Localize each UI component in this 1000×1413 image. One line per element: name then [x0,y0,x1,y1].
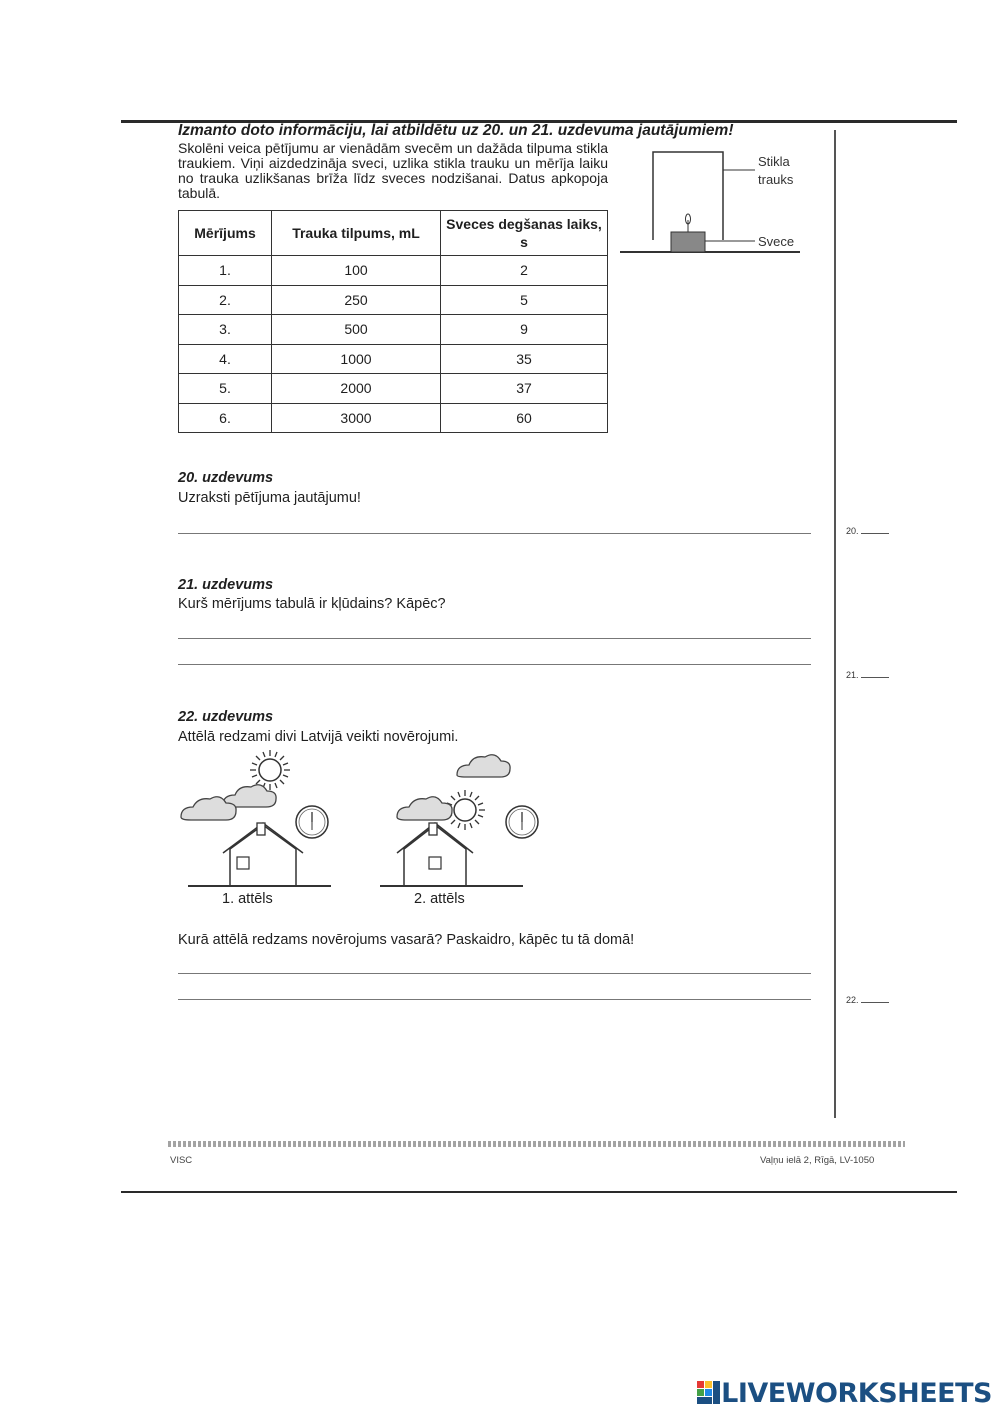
intro-heading: Izmanto doto informāciju, lai atbildētu uz 20. un 21. uzdevuma jautājumiem! [178,122,734,139]
cloud-icon [397,797,452,820]
cell: 5 [441,285,608,315]
task20-score-label: 20. [846,526,859,536]
task21-score-blank[interactable] [861,670,889,678]
cell: 1000 [272,344,441,374]
cell: 5. [179,374,272,404]
table-row [179,315,608,345]
illustration-2 [377,745,547,890]
cell: 4. [179,344,272,374]
label-glass-2: trauks [758,172,794,187]
intro-text: Skolēni veica pētījumu ar vienādām svecēm un dažāda tilpuma stikla traukiem. Viņi aizdedzināja sveci, uzlika stikla trauku un mērīja laiku no trauka uzlikšanas brīža līdz sveces nodzišanai. Datus apkopoja tabulā. [178,140,608,201]
score-margin-line [834,130,836,1118]
cell: 250 [272,285,441,315]
task21-score-label: 21. [846,670,859,680]
task22-answer-line-2[interactable] [178,999,811,1000]
candle-body [671,232,705,252]
table-row [179,256,608,286]
cell: 2 [441,256,608,286]
header-volume: Trauka tilpums, mL [272,211,441,256]
task21-answer-line-1[interactable] [178,638,811,639]
table-row [179,285,608,315]
task22-score-blank[interactable] [861,995,889,1003]
bottom-rule [121,1191,957,1193]
footer-right: Vaļņu ielā 2, Rīgā, LV-1050 [760,1155,875,1166]
task20-text: Uzraksti pētījuma jautājumu! [178,490,361,506]
house-icon [397,823,473,885]
label-candle: Svece [758,234,795,249]
measurement-table [178,210,608,433]
house-icon [223,823,303,885]
caption-1: 1. attēls [222,891,273,907]
task22-text: Attēlā redzami divi Latvijā veikti novērojumi. [178,729,459,745]
cell: 35 [441,344,608,374]
illustration-1 [175,745,335,890]
task21-title: 21. uzdevums [178,577,274,593]
sun-icon [250,750,290,790]
task22-question: Kurā attēlā redzams novērojums vasarā? Paskaidro, kāpēc tu tā domā! [178,932,635,948]
header-burn-time: Sveces degšanas laiks, s [441,211,608,256]
task22-score[interactable] [846,995,889,1005]
task21-score[interactable] [846,670,889,680]
cell: 6. [179,403,272,433]
table-header-row [179,211,608,256]
footer-dotted-band [168,1141,905,1147]
table-row [179,374,608,404]
candle-glass-diagram [615,140,815,260]
table-row [179,403,608,433]
cell: 3. [179,315,272,345]
task22-score-label: 22. [846,995,859,1005]
cloud-icon [457,755,510,777]
task21-answer-line-2[interactable] [178,664,811,665]
cell: 37 [441,374,608,404]
cell: 60 [441,403,608,433]
task21-text: Kurš mērījums tabulā ir kļūdains? Kāpēc? [178,596,446,612]
cell: 1. [179,256,272,286]
task20-answer-line[interactable] [178,533,811,534]
cell: 500 [272,315,441,345]
cell: 9 [441,315,608,345]
clock-icon [506,806,538,838]
cell: 2000 [272,374,441,404]
label-glass-1: Stikla [758,154,790,169]
cell: 100 [272,256,441,286]
caption-2: 2. attēls [414,891,465,907]
task20-title: 20. uzdevums [178,470,274,486]
task20-score[interactable] [846,526,889,536]
liveworksheets-logo-icon [697,1381,721,1405]
task22-title: 22. uzdevums [178,709,274,725]
header-measurement: Mērījums [179,211,272,256]
task22-answer-line-1[interactable] [178,973,811,974]
cell: 3000 [272,403,441,433]
cell: 2. [179,285,272,315]
task20-score-blank[interactable] [861,526,889,534]
footer-left: VISC [170,1155,193,1166]
liveworksheets-brand[interactable]: LIVEWORKSHEETS [721,1378,992,1409]
table-row [179,344,608,374]
clock-icon [296,806,328,838]
